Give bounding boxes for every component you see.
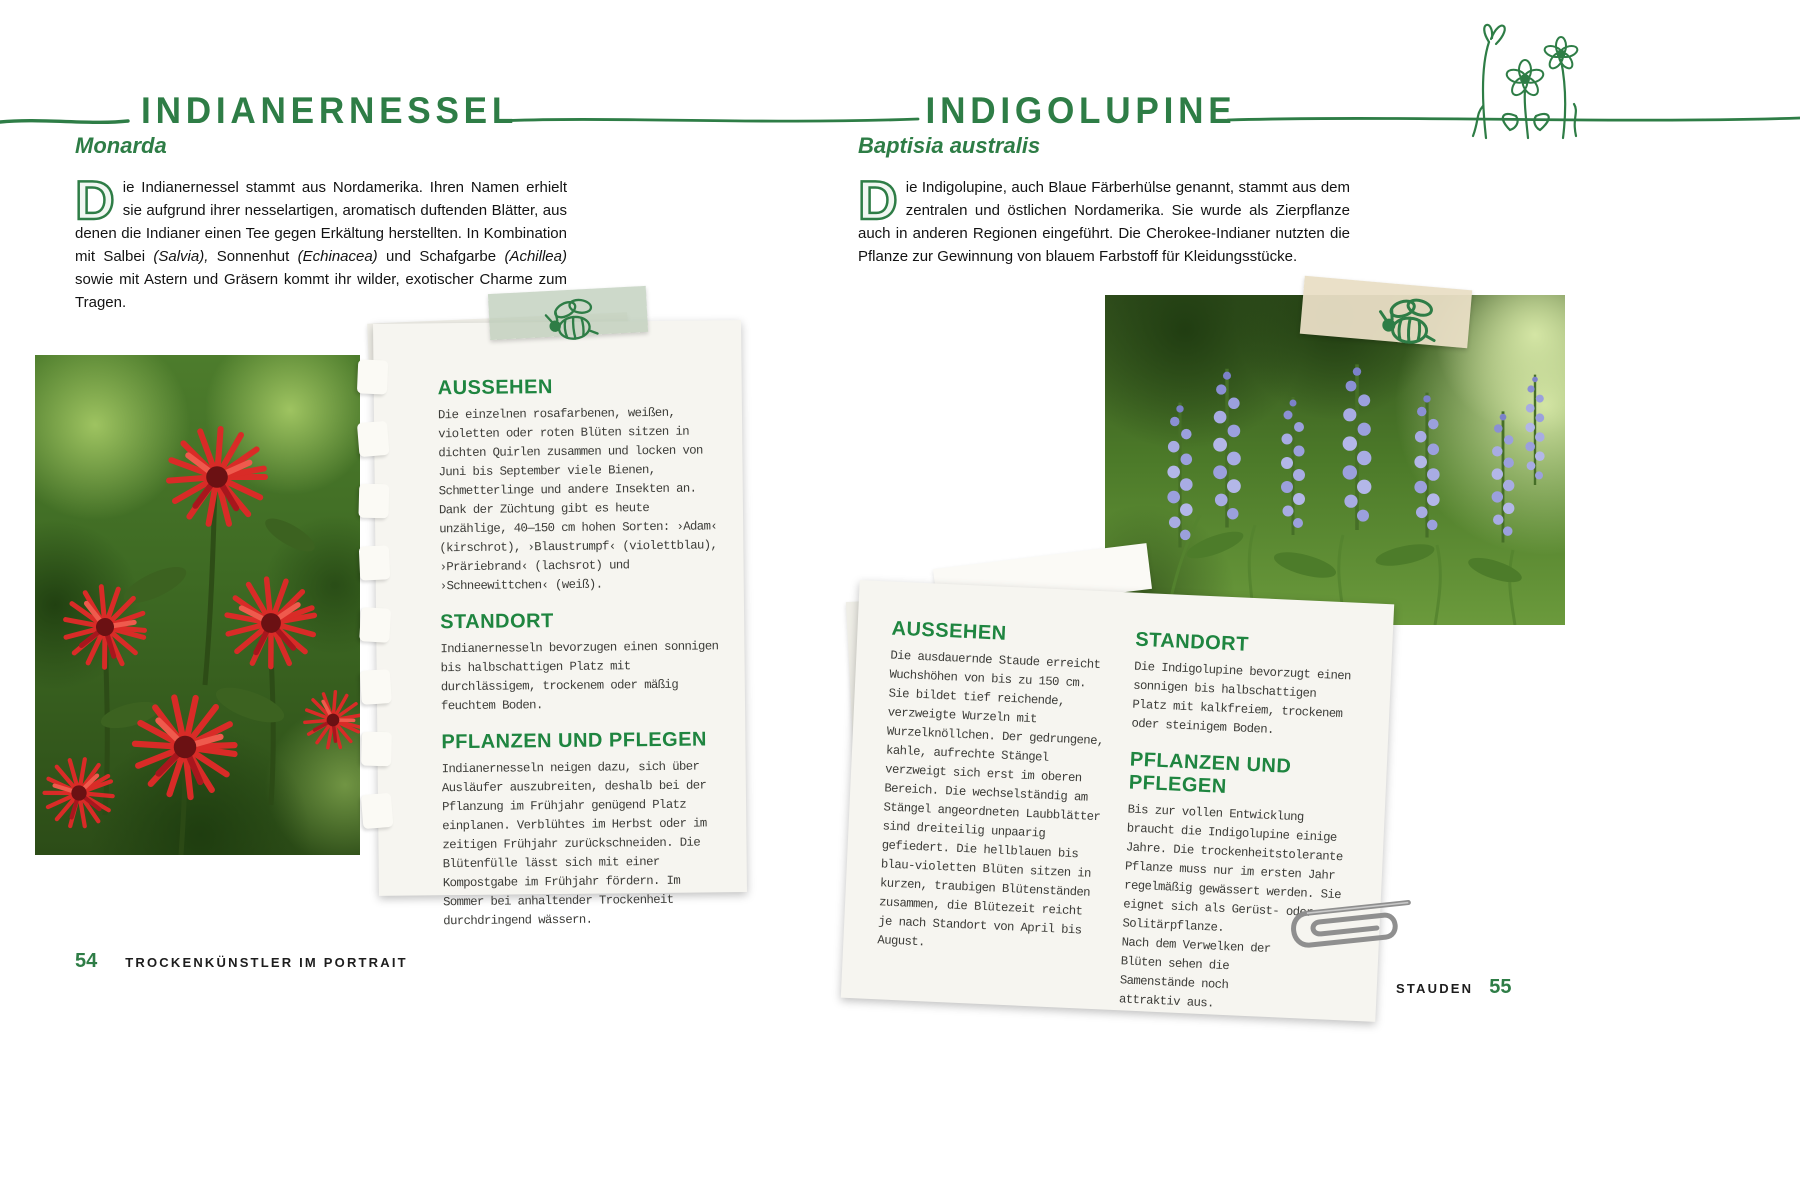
section-heading-standort: STANDORT (1134, 628, 1250, 656)
section-text-aussehen: Die einzelnen rosafarbenen, weißen, violetten oder roten Blüten sitzen in dichten Quirlen zusammen und locken von Juni bis September viele Bienen, Schmetterlinge und andere Insekten an. Dank der Züchtung gibt es heute unzählige, 40—150 cm hohen Sorten: ›Adam‹ (kirschrot), ›Blaustrumpf‹ (violettblau), ›Präriebrand‹ (lachsrot) und ›Schneewittchen‹ (weiß). (437, 405, 718, 594)
intro-text: ie Indianernessel stammt aus Nordamerika. Ihren Namen erhielt sie aufgrund ihrer nesselartigen, aromatisch duftenden Blätter, aus denen die Indianer einen Tee gegen Erkältung herstellten. In Kombination mit Salbei (75, 179, 567, 265)
monarda-photo (35, 355, 360, 855)
section-text-pflege-wrap: Nach dem Verwelken der Blüten sehen die Samenstände noch attraktiv aus. (1118, 935, 1271, 1011)
latin-inline: (Achillea) (504, 248, 567, 265)
section-heading-pflege: PFLANZEN UND PFLEGEN (1128, 748, 1292, 798)
dropcap-right: D (858, 169, 898, 231)
footer-label: STAUDEN (1396, 981, 1474, 996)
section-text-standort: Indianernesseln bevorzugen einen sonnigen bis halbschattigen Platz mit durchlässigem, trockenem oder mäßig feuchtem Boden. (440, 639, 719, 714)
bee-stamp-icon (1364, 290, 1447, 354)
section-heading-aussehen: AUSSEHEN (891, 617, 1008, 645)
section-heading-standort: STANDORT (440, 610, 554, 634)
section-text-pflege: Bis zur vollen Entwicklung braucht die Indigolupine einige Jahre. Die trockenheitstolerante Pflanze muss nur im ersten Jahr regelmäßig gewässert werden. Sie eignet sich als Gerüst- oder Solitärpflanze. (1122, 802, 1343, 935)
card-column-left (875, 618, 1110, 1008)
footer-left (75, 950, 408, 973)
page-number: 54 (75, 950, 98, 972)
bee-stamp-icon (531, 289, 608, 352)
intro-text: und Schafgarbe (377, 248, 505, 265)
paperclip-icon (1254, 874, 1421, 970)
intro-text: ie Indigolupine, auch Blaue Färberhülse genannt, stammt aus dem zentralen und östlichen Nordamerika. Sie wurde als Zierpflanze auch in anderen Regionen eingeführt. Die Cherokee-Indianer nutzten die Pflanze zur Gewinnung von blauem Farbstoff für Kleidungsstücke. (858, 179, 1350, 265)
intro-text: sowie mit Astern und Gräsern kommt ihr wilder, exotischer Charme zum Tragen. (75, 271, 567, 311)
latin-name-left: Monarda (75, 133, 167, 158)
page-title-left: INDIANERNESSEL (141, 90, 519, 131)
section-heading-pflege: PFLANZEN UND PFLEGEN (441, 728, 708, 754)
note-card-left (373, 320, 747, 929)
baptisia-photo (1105, 295, 1565, 625)
page-title-right: INDIGOLUPINE (925, 90, 1237, 131)
latin-inline: (Echinacea) (297, 248, 378, 265)
section-text-pflege: Indianernesseln neigen dazu, sich über Ausläufer auszubreiten, deshalb bei der Pflanzung im Frühjahr genügend Platz einplanen. Verblühtes im Herbst oder im zeitigen Frühjahr zurückschneiden. Die Blütenfülle lässt sich mit einer Kompostgabe im Frühjahr fördern. Im Sommer bei anhaltender Trockenheit durchdringend wässern. (441, 759, 707, 929)
latin-name-right: Baptisia australis (858, 133, 1041, 158)
footer-label: TROCKENKÜNSTLER IM PORTRAIT (125, 955, 408, 970)
intro-text: Sonnenhut (208, 248, 298, 265)
dropcap-left: D (75, 169, 115, 231)
section-text-aussehen: Die ausdauernde Staude erreicht Wuchshöhen von bis zu 150 cm. Sie bildet tief reichende, verzweigte Wurzeln mit Wurzelknöllchen. Der gedrungene, kahle, aufrechte Stängel verzweigt sich erst im oberen Bereich. Die wechselständig am Stängel angeordneten Laubblätter sind dreiteilig unpaarig gefiedert. Die hellblauen bis blau-violetten Blüten sitzen in kurzen, traubigen Blütenständen zusammen, die Blütezeit reicht je nach Standort von April bis August. (877, 648, 1104, 950)
footer-right (1396, 976, 1512, 999)
section-text-standort: Die Indigolupine bevorzugt einen sonnigen bis halbschattigen Platz mit kalkfreiem, trockenem oder steinigem Boden. (1131, 659, 1352, 738)
flower-doodle-icon (1468, 18, 1586, 140)
page-number: 55 (1489, 976, 1512, 998)
latin-inline: (Salvia), (153, 248, 209, 265)
intro-paragraph-right (858, 169, 1350, 268)
section-heading-aussehen: AUSSEHEN (437, 376, 553, 400)
